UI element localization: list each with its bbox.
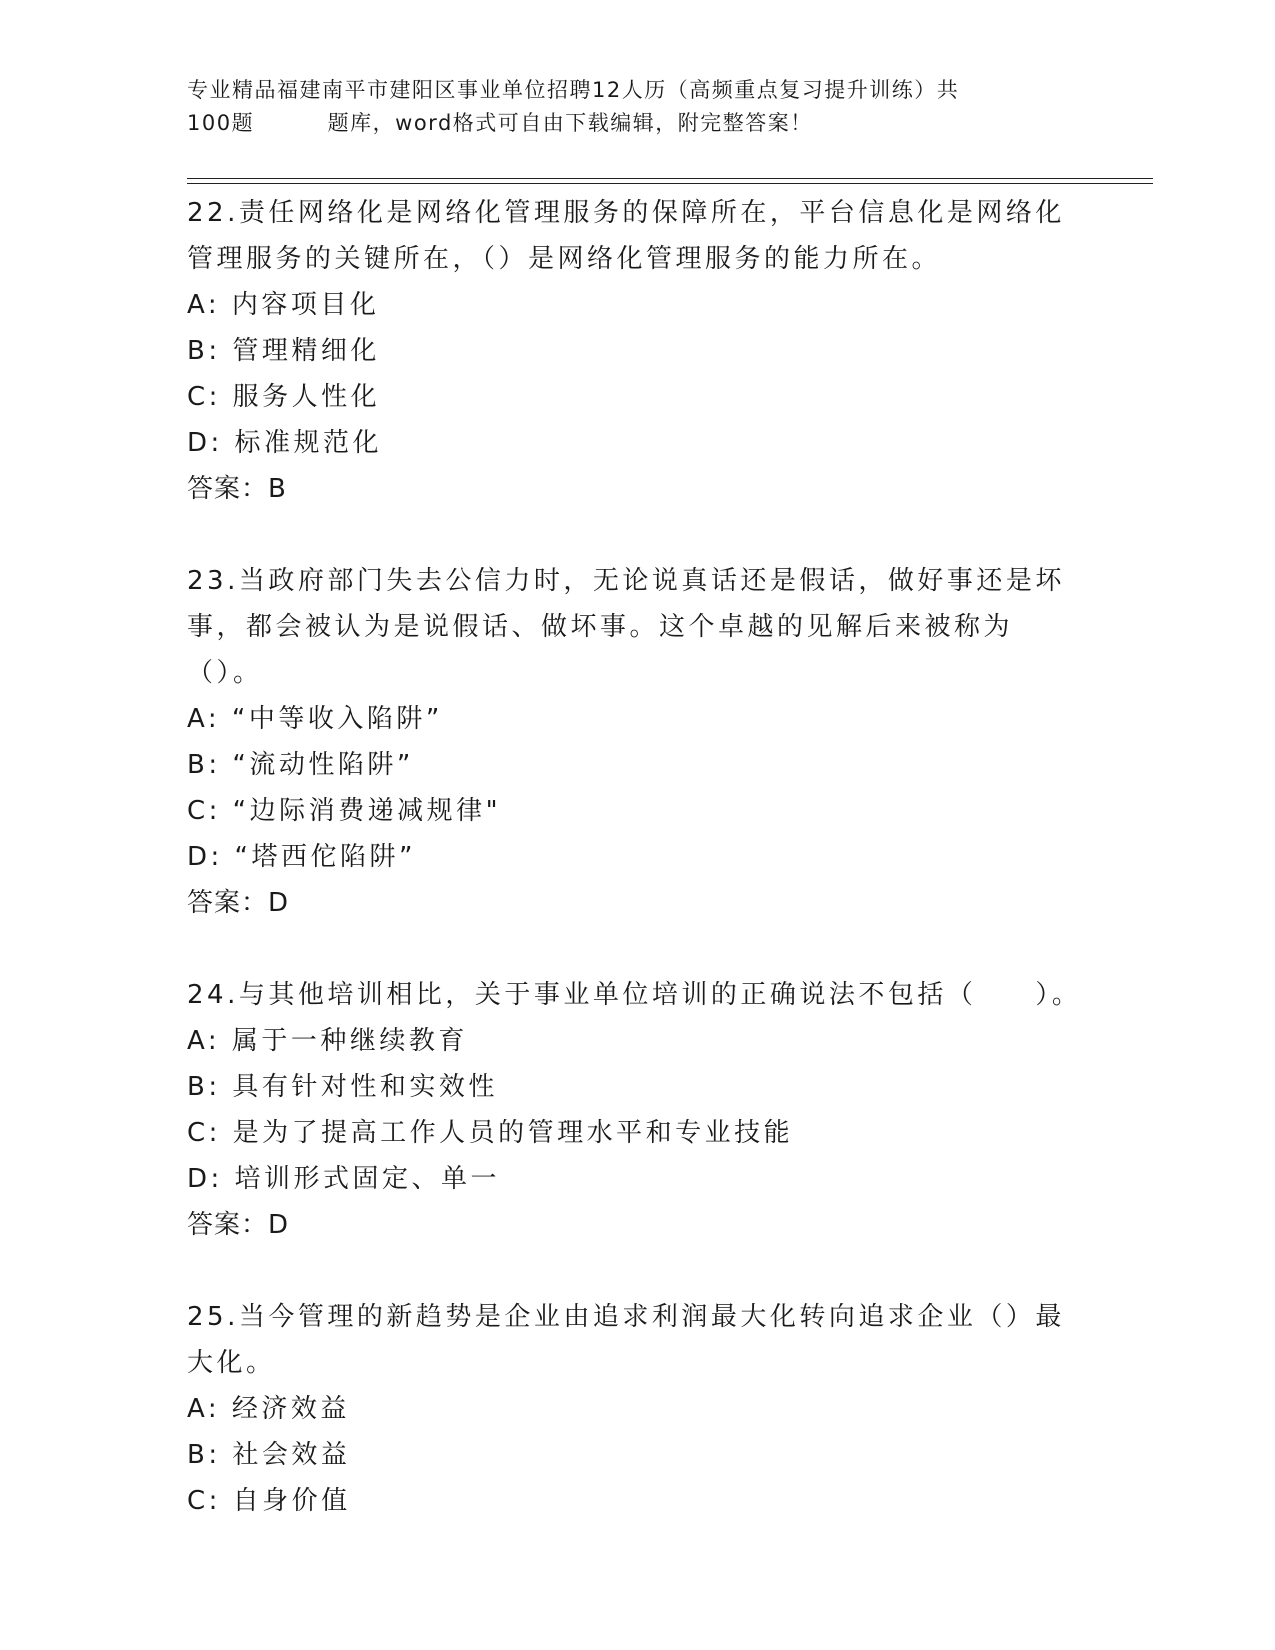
option-b: B: 管理精细化 [187,336,380,366]
question-text: 24.与其他培训相比，关于事业单位培训的正确说法不包括（ ）。 [187,980,1082,1010]
option-c: C: 自身价值 [187,1486,351,1516]
answer: 答案：B [187,474,287,504]
option-b: B: 社会效益 [187,1440,351,1470]
header-title-line2: 100题 题库，word格式可自由下载编辑，附完整答案！ [187,111,813,135]
option-c: C: “边际消费递减规律" [187,796,502,826]
option-a: A: 经济效益 [187,1394,350,1424]
option-c: C: 服务人性化 [187,382,381,412]
question-text: 22.责任网络化是网络化管理服务的保障所在，平台信息化是网络化管理服务的关键所在，（）是网络化管理服务的能力所在。 [187,198,1065,274]
answer: 答案：D [187,888,290,918]
document-header [187,74,1067,140]
option-a: A: 属于一种继续教育 [187,1026,468,1056]
header-divider-top [187,178,1153,179]
question-25 [187,1294,1087,1524]
option-a: A: 内容项目化 [187,290,380,320]
option-d: D: 标准规范化 [187,428,383,458]
header-divider-bottom [187,183,1153,184]
question-24 [187,972,1087,1248]
question-text: 23.当政府部门失去公信力时，无论说真话还是假话，做好事还是坏事，都会被认为是说假话、做坏事。这个卓越的见解后来被称为（）。 [187,566,1065,688]
option-d: D: 培训形式固定、单一 [187,1164,501,1194]
option-a: A: “中等收入陷阱” [187,704,443,734]
question-23 [187,558,1087,926]
question-22 [187,190,1087,512]
header-title-line1: 专业精品福建南平市建阳区事业单位招聘12人历（高频重点复习提升训练）共 [187,78,960,102]
question-list [187,190,1087,1570]
option-d: D: “塔西佗陷阱” [187,842,416,872]
option-b: B: “流动性陷阱” [187,750,414,780]
option-c: C: 是为了提高工作人员的管理水平和专业技能 [187,1118,794,1148]
answer: 答案：D [187,1210,290,1240]
question-text: 25.当今管理的新趋势是企业由追求利润最大化转向追求企业（）最大化。 [187,1302,1065,1378]
option-b: B: 具有针对性和实效性 [187,1072,498,1102]
